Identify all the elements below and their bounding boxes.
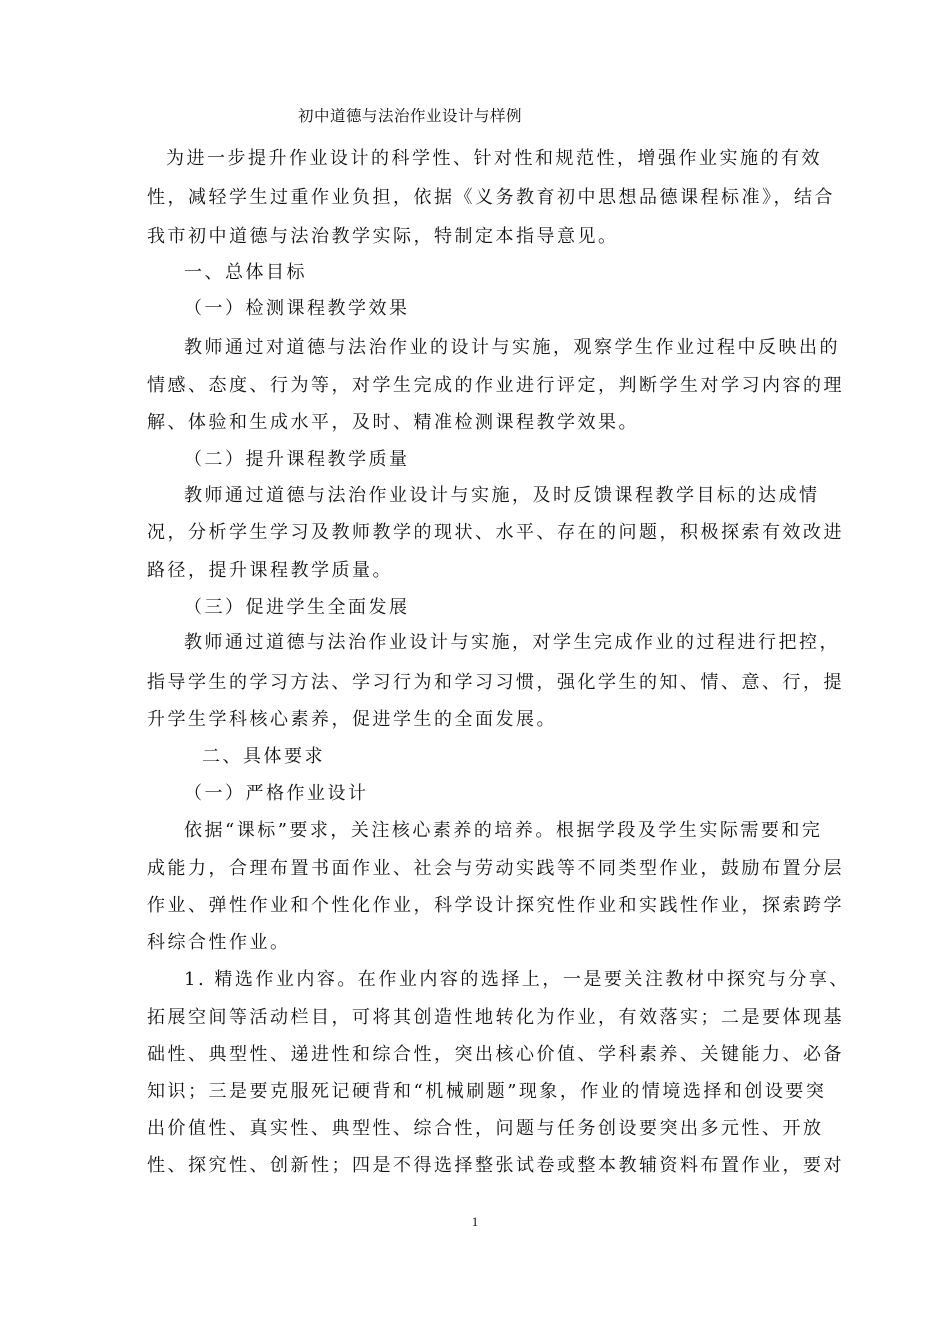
subsection-heading: （二）提升课程教学质量: [184, 449, 410, 470]
page-number: 1: [471, 1214, 479, 1229]
subsection-heading: （一）严格作业设计: [184, 783, 369, 804]
paragraph-line: 性、探究性、创新性；四是不得选择整张试卷或整本教辅资料布置作业，要对: [147, 1155, 844, 1176]
paragraph-line: 科综合性作业。: [147, 932, 291, 953]
paragraph-line: 路径，提升课程教学质量。: [147, 560, 393, 581]
paragraph-line: 性，减轻学生过重作业负担，依据《义务教育初中思想品德课程标准》，结合: [147, 187, 835, 208]
paragraph-line: 依据“课标”要求，关注核心素养的培养。根据学段及学生实际需要和完: [184, 820, 823, 841]
paragraph-line: 情感、态度、行为等，对学生完成的作业进行评定，判断学生对学习内容的理: [147, 375, 844, 396]
paragraph-line: 成能力，合理布置书面作业、社会与劳动实践等不同类型作业，鼓励布置分层: [147, 858, 844, 879]
paragraph-line: 拓展空间等活动栏目，可将其创造性地转化为作业，有效落实；二是要体现基: [147, 1007, 844, 1028]
subsection-heading: （三）促进学生全面发展: [184, 597, 410, 618]
paragraph-line: 出价值性、真实性、典型性、综合性，问题与任务创设要突出多元性、开放: [147, 1118, 824, 1139]
paragraph-line: 作业、弹性作业和个性化作业，科学设计探究性作业和实践性作业，探索跨学: [147, 895, 844, 916]
paragraph-line: 教师通过对道德与法治作业的设计与实施，观察学生作业过程中反映出的: [184, 337, 840, 358]
paragraph-line: 教师通过道德与法治作业设计与实施，及时反馈课程教学目标的达成情: [184, 485, 820, 506]
subsection-heading: （一）检测课程教学效果: [184, 298, 410, 319]
paragraph-line: 指导学生的学习方法、学习行为和学习习惯，强化学生的知、情、意、行，提: [147, 672, 844, 693]
paragraph-line: 我市初中道德与法治教学实际，特制定本指导意见。: [147, 226, 619, 247]
section-heading: 一、总体目标: [184, 262, 307, 283]
paragraph-line: 教师通过道德与法治作业设计与实施，对学生完成作业的过程进行把控，: [184, 632, 840, 653]
paragraph-line: 升学生学科核心素养，促进学生的全面发展。: [147, 709, 557, 730]
paragraph-line: 1. 精选作业内容。在作业内容的选择上，一是要关注教材中探究与分享、: [184, 969, 850, 990]
paragraph-line: 况，分析学生学习及教师教学的现状、水平、存在的问题，积极探索有效改进: [147, 522, 844, 543]
section-heading: 二、具体要求: [202, 746, 325, 767]
document-title: 初中道德与法治作业设计与样例: [298, 107, 523, 125]
paragraph-line: 为进一步提升作业设计的科学性、针对性和规范性，增强作业实施的有效: [166, 148, 822, 169]
paragraph-line: 础性、典型性、递进性和综合性，突出核心价值、学科素养、关键能力、必备: [147, 1044, 844, 1065]
paragraph-line: 解、体验和生成水平，及时、精准检测课程教学效果。: [147, 412, 639, 433]
paragraph-line: 知识；三是要克服死记硬背和“机械刷题”现象，作业的情境选择和创设要突: [147, 1081, 827, 1102]
